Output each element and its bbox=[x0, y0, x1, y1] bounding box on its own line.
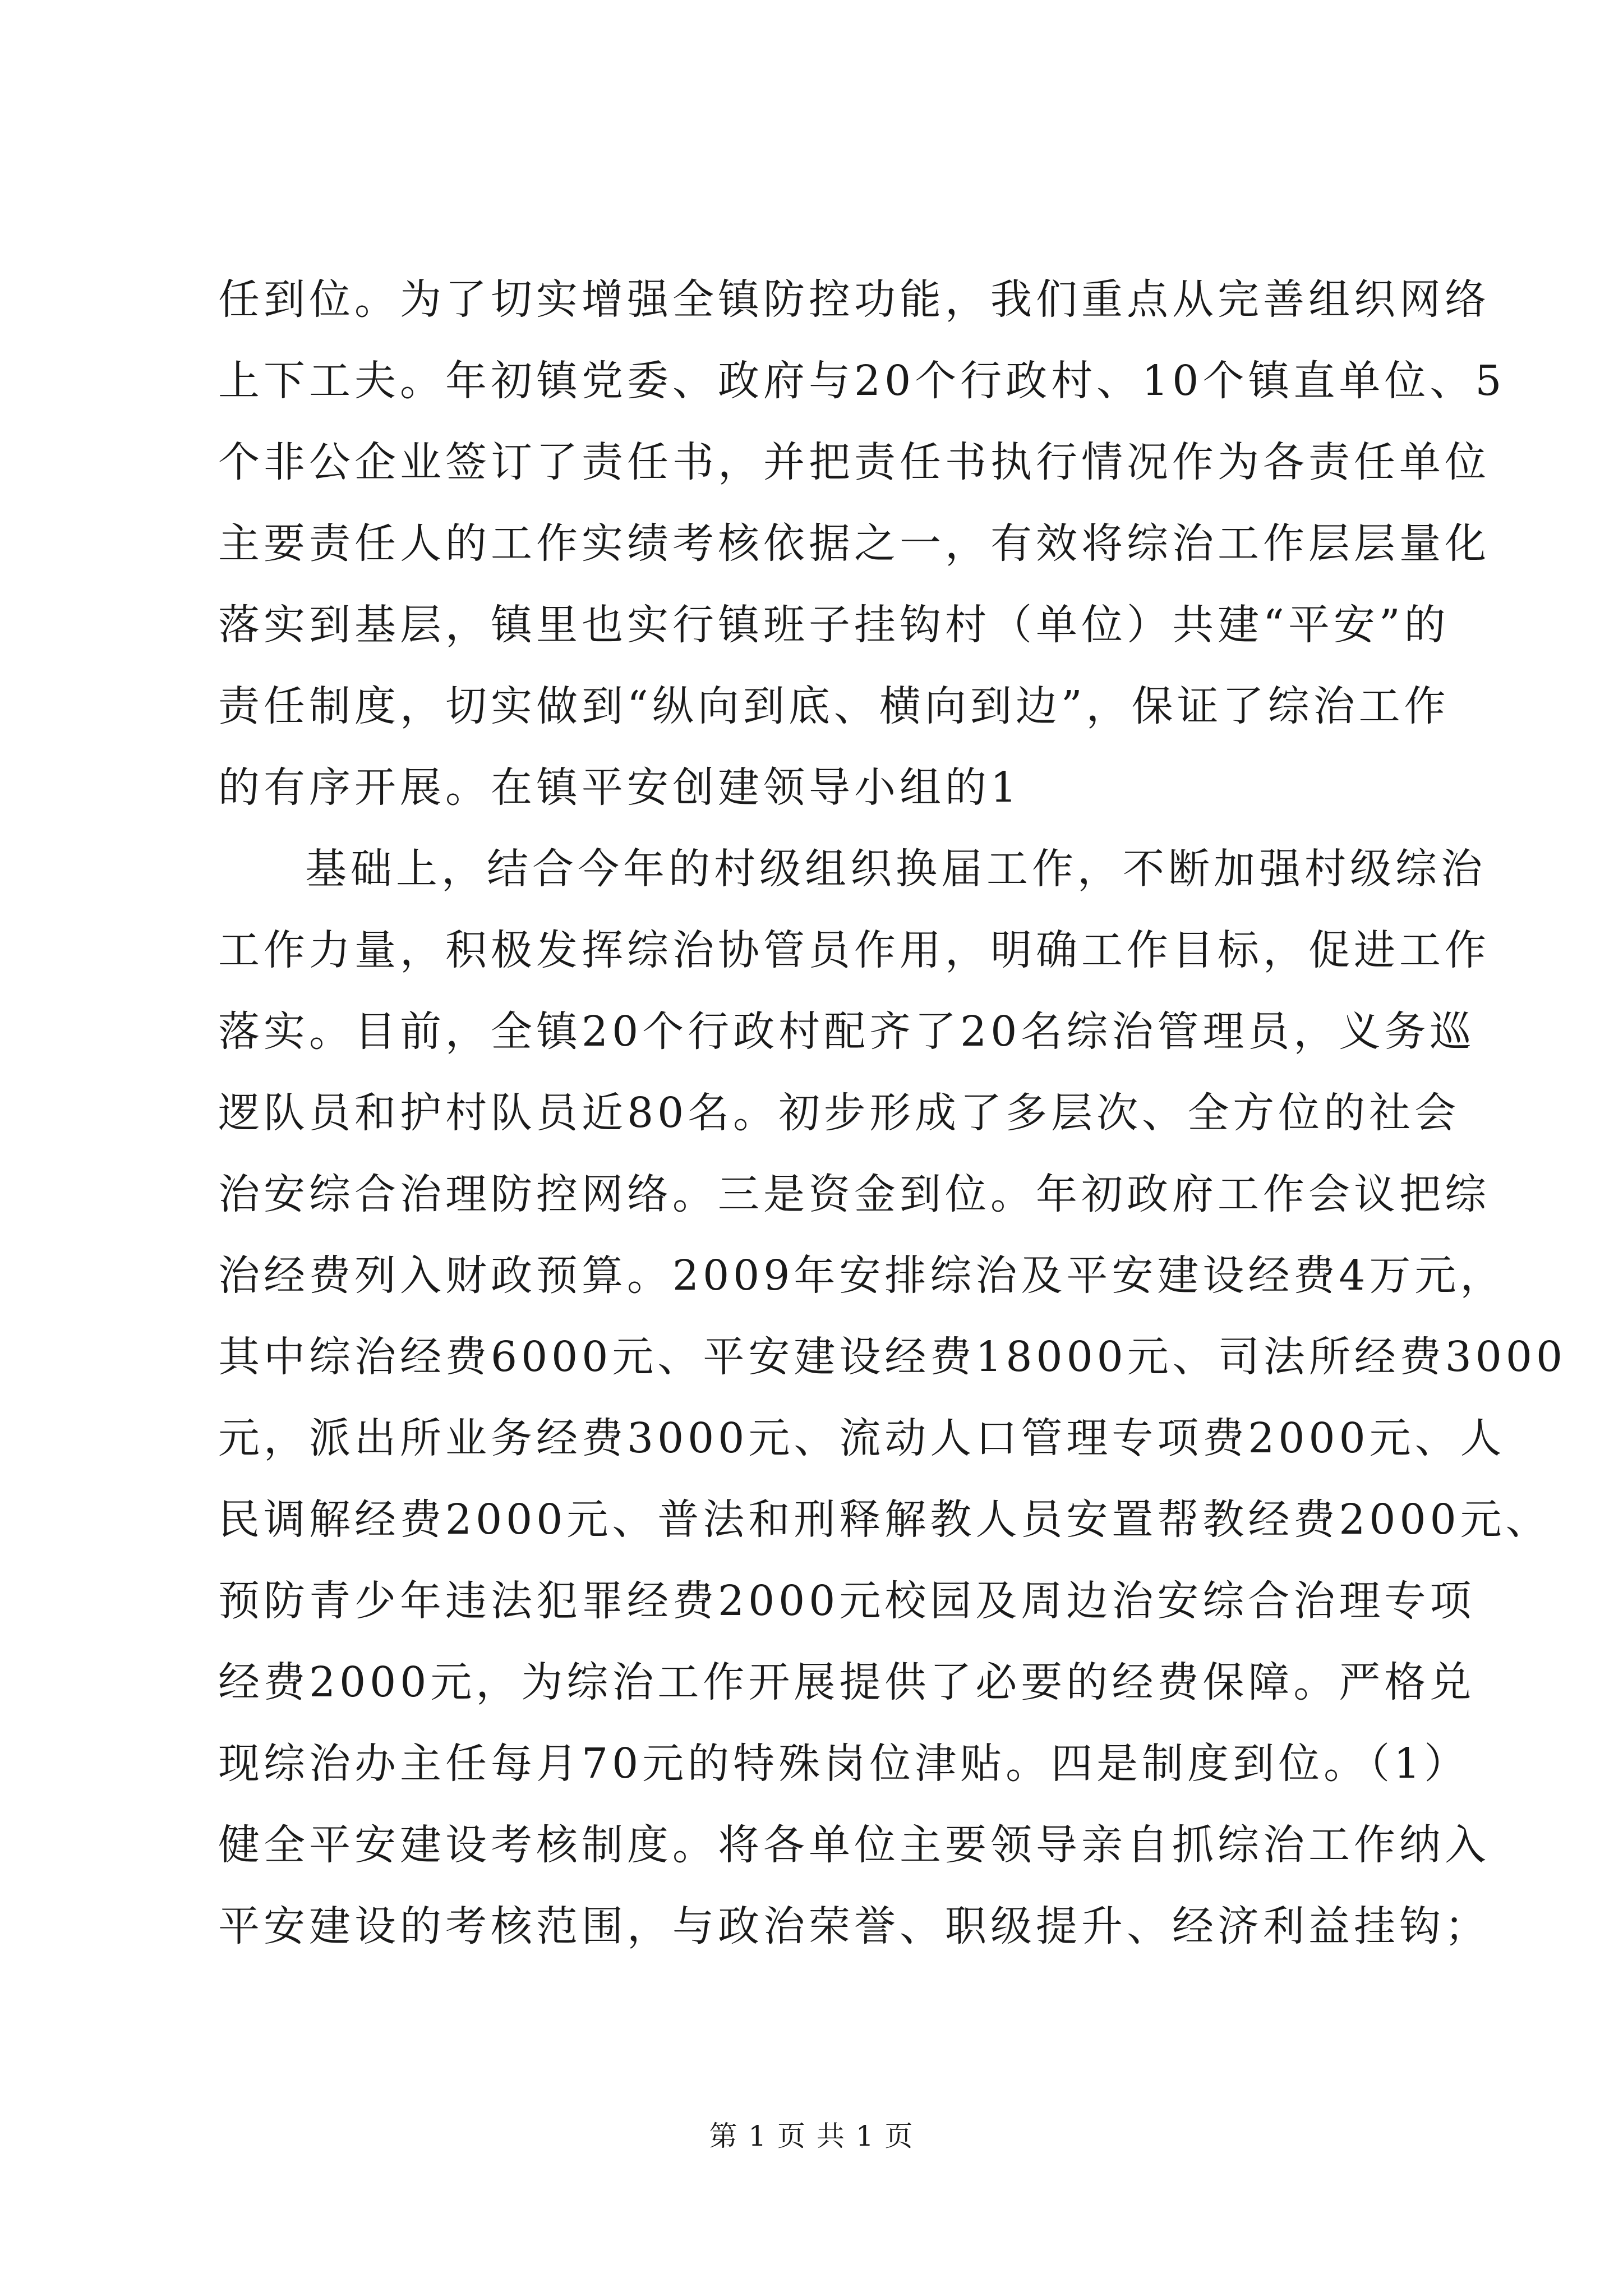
text-line: 平安建设的考核范围，与政治荣誉、职级提升、经济利益挂钩； bbox=[218, 1902, 1490, 1950]
text-line: 经费2000元，为综治工作开展提供了必要的经费保障。严格兑 bbox=[218, 1658, 1476, 1706]
text-line: 责任制度，切实做到“纵向到底、横向到边”，保证了综治工作 bbox=[218, 682, 1450, 730]
text-line: 其中综治经费6000元、平安建设经费18000元、司法所经费3000 bbox=[218, 1333, 1567, 1381]
text-line: 工作力量，积极发挥综治协管员作用，明确工作目标，促进工作 bbox=[218, 926, 1490, 974]
text-line: 逻队员和护村队员近80名。初步形成了多层次、全方位的社会 bbox=[218, 1089, 1460, 1137]
text-line: 任到位。为了切实增强全镇防控功能，我们重点从完善组织网络 bbox=[218, 275, 1490, 324]
text-line: 民调解经费2000元、普法和刑释解教人员安置帮教经费2000元、 bbox=[218, 1496, 1551, 1544]
text-line: 上下工夫。年初镇党委、政府与20个行政村、10个镇直单位、5 bbox=[218, 357, 1506, 405]
text-line: 元，派出所业务经费3000元、流动人口管理专项费2000元、人 bbox=[218, 1414, 1506, 1462]
text-line: 现综治办主任每月70元的特殊岗位津贴。四是制度到位。（1） bbox=[218, 1740, 1470, 1788]
text-line: 个非公企业签订了责任书，并把责任书执行情况作为各责任单位 bbox=[218, 438, 1490, 486]
text-line bbox=[218, 1967, 1424, 2049]
text-line: 预防青少年违法犯罪经费2000元校园及周边治安综合治理专项 bbox=[218, 1577, 1476, 1625]
page-number-footer: 第 1 页 共 1 页 bbox=[709, 2120, 914, 2152]
text-line: 落实。目前，全镇20个行政村配齐了20名综治管理员，义务巡 bbox=[218, 1007, 1476, 1056]
paragraph-first-line: 基础上，结合今年的村级组织换届工作，不断加强村级综治 bbox=[305, 845, 1486, 893]
text-line: 的有序开展。在镇平安创建领导小组的1 bbox=[218, 763, 1021, 812]
text-line: 治经费列入财政预算。2009年安排综治及平安建设经费4万元， bbox=[218, 1251, 1506, 1300]
text-line: 主要责任人的工作实绩考核依据之一，有效将综治工作层层量化 bbox=[218, 519, 1490, 568]
text-line: 落实到基层，镇里也实行镇班子挂钩村（单位）共建“平安”的 bbox=[218, 601, 1450, 649]
text-line: 治安综合治理防控网络。三是资金到位。年初政府工作会议把综 bbox=[218, 1170, 1490, 1218]
document-body bbox=[218, 259, 1567, 2049]
text-line: 健全平安建设考核制度。将各单位主要领导亲自抓综治工作纳入 bbox=[218, 1821, 1490, 1869]
